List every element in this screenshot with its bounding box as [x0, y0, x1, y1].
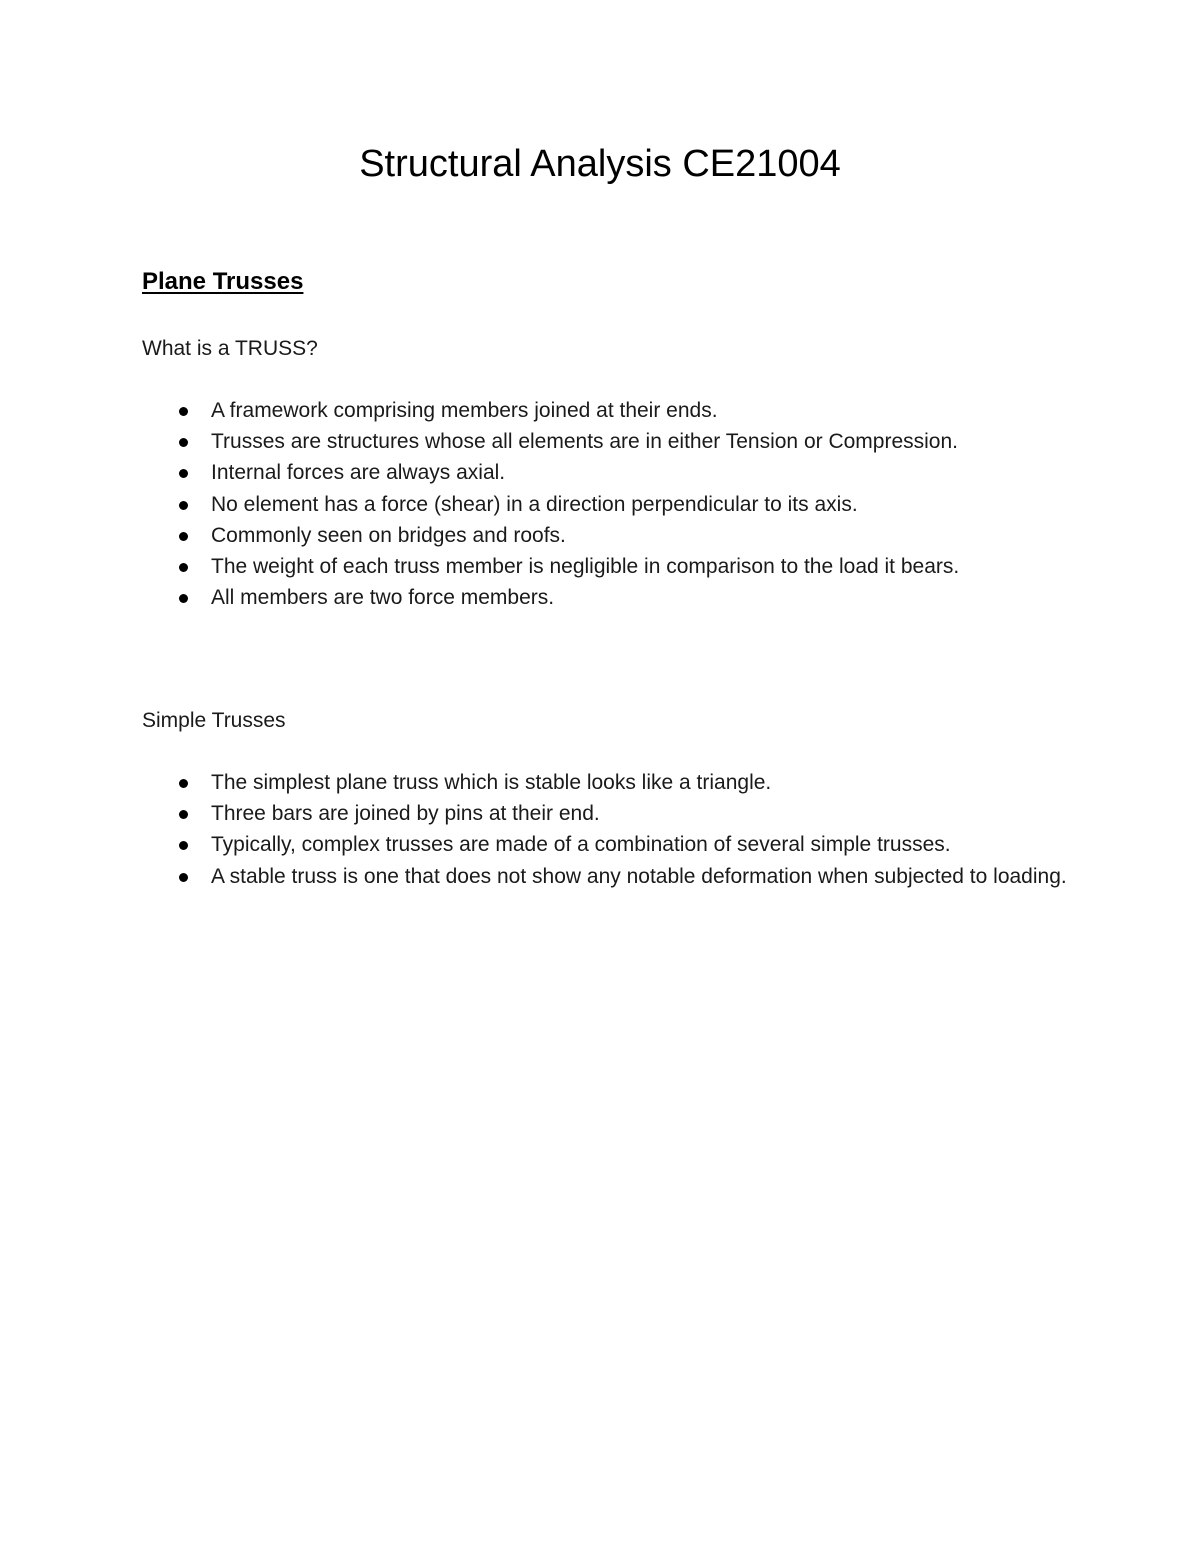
list-item-text: Three bars are joined by pins at their end. [211, 802, 600, 826]
bullet-icon [179, 407, 188, 416]
document-title: Structural Analysis CE21004 [359, 143, 841, 185]
list-item [142, 861, 1072, 892]
list-item [142, 767, 1072, 798]
list-item [142, 551, 1072, 582]
list-item [142, 520, 1072, 551]
list-item-text: No element has a force (shear) in a direction perpendicular to its axis. [211, 492, 858, 516]
list-item [142, 829, 1072, 860]
list-item-text: Typically, complex trusses are made of a combination of several simple trusses. [211, 833, 951, 857]
list-item [142, 582, 1072, 613]
list-item-text: Internal forces are always axial. [211, 461, 506, 485]
list-item-text: All members are two force members. [211, 586, 555, 610]
bullet-icon [179, 532, 188, 541]
question-what-is-a-truss: What is a TRUSS? [142, 337, 318, 360]
bullet-icon [179, 469, 188, 478]
list-item [142, 457, 1072, 488]
list-item-text: Commonly seen on bridges and roofs. [211, 523, 566, 547]
bullet-icon [179, 810, 188, 819]
list-item [142, 426, 1072, 457]
bullet-icon [179, 873, 188, 882]
bullet-icon [179, 594, 188, 603]
section-heading-plane-trusses: Plane Trusses [142, 268, 304, 295]
list-item [142, 489, 1072, 520]
bullet-icon [179, 438, 188, 447]
bullet-icon [179, 563, 188, 572]
simple-truss-list [142, 767, 1072, 892]
list-item-text: A framework comprising members joined at their ends. [211, 399, 718, 422]
truss-definition-list [142, 395, 1072, 613]
section-heading-simple-trusses: Simple Trusses [142, 709, 286, 732]
bullet-icon [179, 501, 188, 510]
list-item-text: The weight of each truss member is negligible in comparison to the load it bears. [211, 555, 960, 579]
list-item-text: A stable truss is one that does not show any notable deformation when subjected to loading. [211, 864, 1067, 888]
list-item-text: Trusses are structures whose all elements are in either Tension or Compression. [211, 430, 958, 454]
bullet-icon [179, 841, 188, 850]
bullet-icon [179, 779, 188, 788]
list-item-text: The simplest plane truss which is stable looks like a triangle. [211, 771, 772, 794]
list-item [142, 798, 1072, 829]
list-item [142, 395, 1072, 426]
